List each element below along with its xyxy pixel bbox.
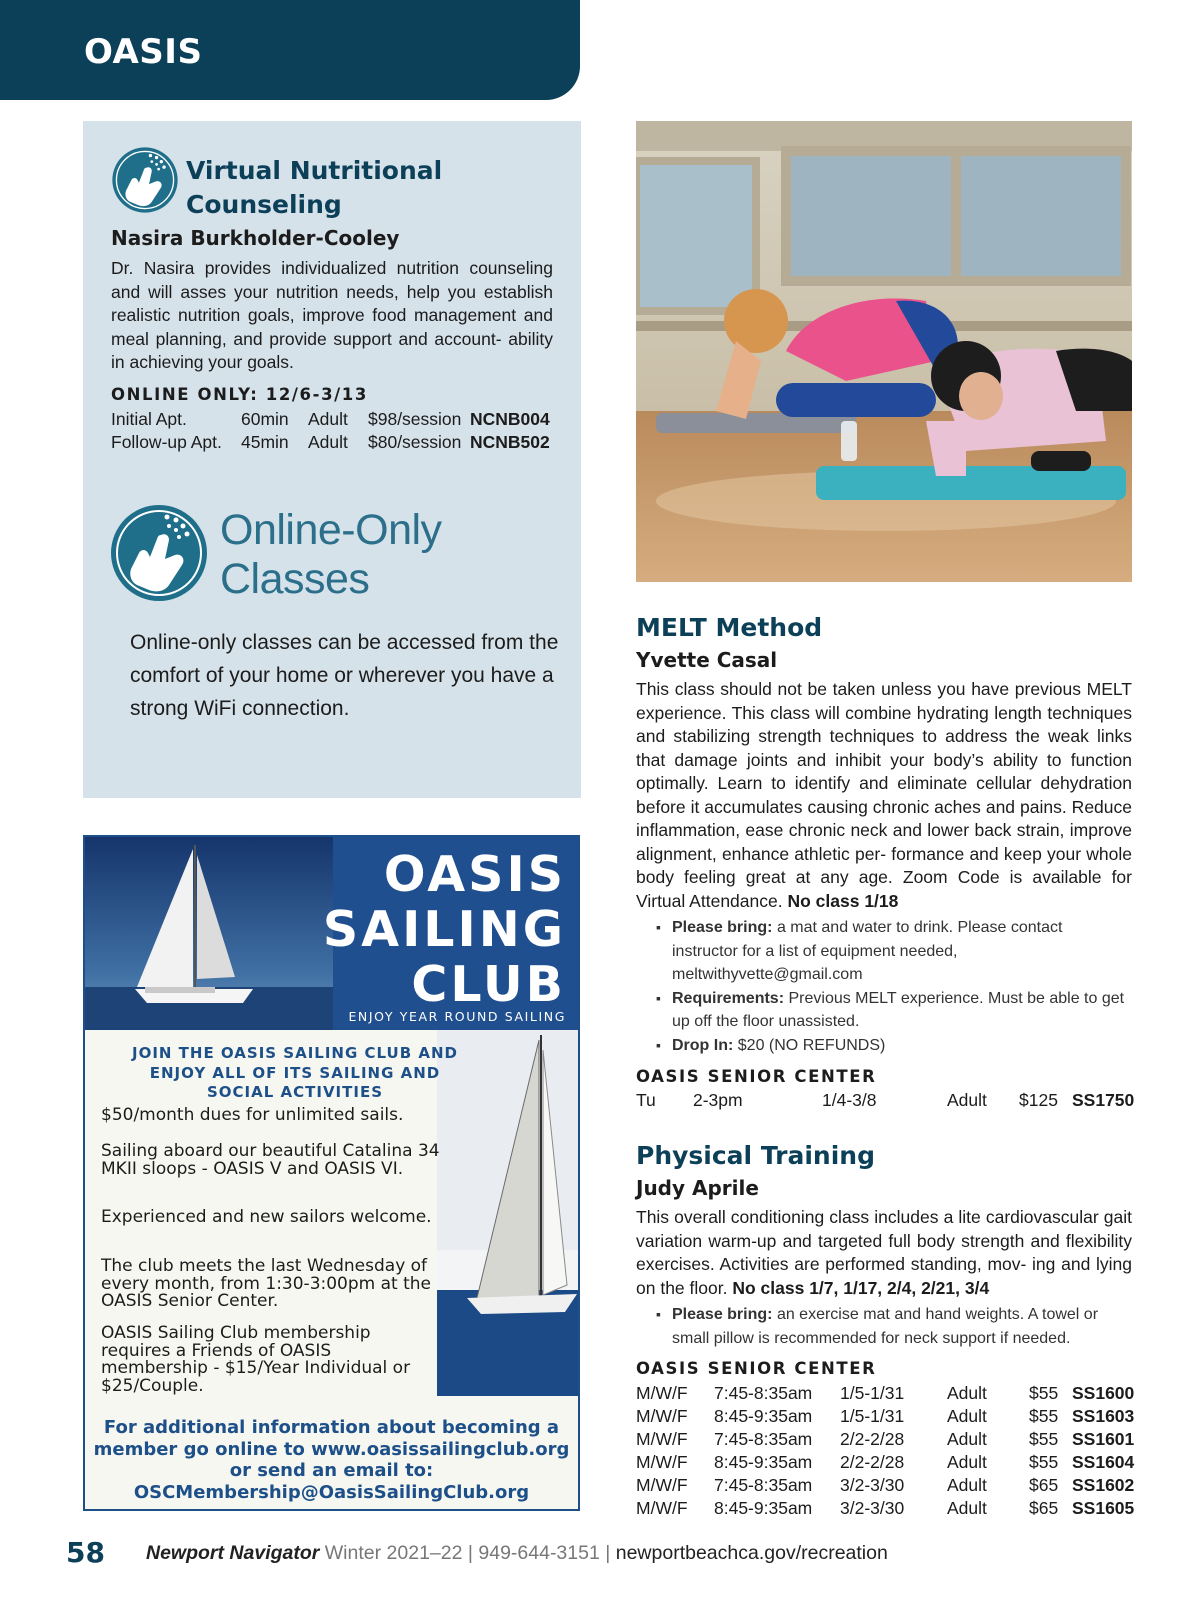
touch-hand-icon-large <box>109 503 209 603</box>
age-group: Adult <box>947 1429 987 1449</box>
fee: $55 <box>1029 1383 1059 1403</box>
dates: 2/2-2/28 <box>840 1429 905 1449</box>
table-row <box>636 1452 1135 1475</box>
table-row <box>636 1498 1135 1521</box>
melt-no-class: No class 1/18 <box>787 890 899 911</box>
melt-title: MELT Method <box>636 613 823 642</box>
dates: 1/5-1/31 <box>840 1406 905 1426</box>
course-code: SS1602 <box>1072 1475 1135 1495</box>
day: M/W/F <box>636 1498 688 1518</box>
appointment-type: Initial Apt. <box>111 409 187 429</box>
time: 2-3pm <box>693 1090 743 1110</box>
time: 8:45-9:35am <box>714 1406 813 1426</box>
separator: | <box>467 1542 473 1564</box>
time: 7:45-8:35am <box>714 1429 813 1449</box>
course-code: SS1601 <box>1072 1429 1135 1449</box>
bullet-text: Previous MELT experience. Must be able to get up off the floor unassisted. <box>672 989 1125 1030</box>
dates: 3/2-3/30 <box>840 1498 905 1518</box>
fee: $125 <box>1019 1090 1058 1110</box>
sailing-join-heading: JOIN THE OASIS SAILING CLUB AND ENJOY ALL OF ITS SAILING AND SOCIAL ACTIVITIES <box>131 1044 458 1101</box>
sailing-club-title <box>323 847 566 1012</box>
table-row <box>636 1429 1135 1452</box>
melt-description <box>636 678 1132 913</box>
time: 7:45-8:35am <box>714 1383 813 1403</box>
course-code: SS1604 <box>1072 1452 1135 1472</box>
online-only-description: Online-only classes can be accessed from the comfort of your home or wherever you have a strong WiFi connection. <box>130 631 559 720</box>
fee: $65 <box>1029 1475 1059 1495</box>
online-only-title: Online-Only Classes <box>220 506 442 603</box>
bullet-text: a mat and water to drink. Please contact instructor for a list of equipment needed, meltwithyvette@gmail.com <box>672 919 1063 983</box>
section-header-tab <box>0 0 580 100</box>
age-group: Adult <box>947 1452 987 1472</box>
sailing-meetings: The club meets the last Wednesday of every month, from 1:30-3:00pm at the OASIS Senior Center. <box>101 1256 432 1311</box>
day: Tu <box>636 1090 656 1110</box>
touch-hand-icon <box>111 146 179 214</box>
page-footer <box>0 1536 1200 1576</box>
publication-name: Newport Navigator <box>146 1542 320 1564</box>
fee: $98/session <box>368 409 462 429</box>
age-group: Adult <box>947 1090 987 1110</box>
sailing-dues: $50/month dues for unlimited sails. <box>101 1105 404 1125</box>
class-photo <box>636 121 1132 582</box>
bullet-label: Drop In: <box>672 1036 734 1054</box>
bullet-text: an exercise mat and hand weights. A towel or small pillow is recommended for neck support if needed. <box>672 1306 1099 1347</box>
sailing-welcome: Experienced and new sailors welcome. <box>101 1207 432 1227</box>
age-group: Adult <box>308 409 348 429</box>
bullet-label: Requirements: <box>672 989 785 1007</box>
edition: Winter 2021–22 <box>324 1542 463 1564</box>
nutrition-title: Virtual Nutritional Counseling <box>186 156 443 219</box>
website-link[interactable]: newportbeachca.gov/recreation <box>615 1542 888 1564</box>
sailing-title-line: CLUB <box>411 956 566 1013</box>
time: 8:45-9:35am <box>714 1452 813 1472</box>
table-row <box>636 1475 1135 1498</box>
physical-title: Physical Training <box>636 1141 875 1170</box>
separator: | <box>605 1542 611 1564</box>
nutrition-description: Dr. Nasira provides individualized nutrition counseling and will asses your nutrition needs, help you establish realistic nutrition goals, improve food management and meal planning, and provide support and account- ability in achieving your goals. <box>111 258 553 372</box>
course-code: SS1750 <box>1072 1090 1135 1110</box>
table-row <box>636 1090 1135 1113</box>
footer-text <box>146 1542 888 1565</box>
bullet-label: Please bring: <box>672 1306 773 1323</box>
physical-no-class: No class 1/7, 1/17, 2/4, 2/21, 3/4 <box>732 1277 990 1298</box>
physical-description-text: This overall conditioning class includes a lite cardiovascular gait variation warm-up and targeted full body strength and flexibility exercises. Activities are performed standing, mov- ing and lying on the floor. <box>636 1207 1132 1298</box>
page-number: 58 <box>66 1536 105 1569</box>
time: 7:45-8:35am <box>714 1475 813 1495</box>
bullet-text: $20 (NO REFUNDS) <box>737 1036 886 1054</box>
sailing-title-line: SAILING <box>322 901 566 958</box>
fee: $65 <box>1029 1498 1059 1518</box>
course-code: SS1600 <box>1072 1383 1135 1403</box>
duration: 60min <box>241 409 289 429</box>
list-item <box>656 1034 1132 1058</box>
age-group: Adult <box>947 1475 987 1495</box>
section-title: OASIS <box>84 32 203 72</box>
physical-instructor: Judy Aprile <box>636 1176 759 1200</box>
day: M/W/F <box>636 1429 688 1449</box>
melt-description-text: This class should not be taken unless you have previous MELT experience. This class will combine hydrating length techniques and stabilizing strength techniques to address the weak links that damage joints and inhibit your body’s ability to function optimally. Learn to identify and eliminate cellular dehydration before it accumulates causing chronic aches and pains. Reduce inflammation, ease chronic neck and lower back strain, improve alignment, enhance athletic per- formance and keep your whole body feeling great at any age. Zoom Code is available for Virtual Attendance. <box>636 679 1132 911</box>
dates: 1/5-1/31 <box>840 1383 905 1403</box>
appointment-type: Follow-up Apt. <box>111 432 222 452</box>
sailing-club-ad <box>83 835 580 1511</box>
physical-location: OASIS SENIOR CENTER <box>636 1359 877 1378</box>
dates: 3/2-3/30 <box>840 1475 905 1495</box>
physical-description <box>636 1206 1132 1300</box>
course-code: SS1603 <box>1072 1406 1135 1426</box>
list-item <box>656 916 1132 987</box>
course-code: NCNB004 <box>470 409 550 429</box>
sailing-boats: Sailing aboard our beautiful Catalina 34 MKII sloops - OASIS V and OASIS VI. <box>101 1141 440 1179</box>
bullet-label: Please bring: <box>672 919 773 936</box>
table-row <box>636 1406 1135 1429</box>
fee: $80/session <box>368 432 462 452</box>
fee: $55 <box>1029 1406 1059 1426</box>
fee: $55 <box>1029 1452 1059 1472</box>
fee: $55 <box>1029 1429 1059 1449</box>
sailing-title-line: OASIS <box>383 846 566 903</box>
course-code: SS1605 <box>1072 1498 1135 1518</box>
age-group: Adult <box>947 1498 987 1518</box>
table-row <box>636 1383 1135 1406</box>
duration: 45min <box>241 432 289 452</box>
melt-instructor: Yvette Casal <box>636 648 778 672</box>
melt-bullets <box>656 916 1132 1057</box>
day: M/W/F <box>636 1406 688 1426</box>
sailing-membership: OASIS Sailing Club membership requires a Friends of OASIS membership - $15/Year Individual or $25/Couple. <box>101 1323 411 1396</box>
day: M/W/F <box>636 1383 688 1403</box>
day: M/W/F <box>636 1475 688 1495</box>
day: M/W/F <box>636 1452 688 1472</box>
dates: 1/4-3/8 <box>822 1090 877 1110</box>
age-group: Adult <box>308 432 348 452</box>
course-code: NCNB502 <box>470 432 550 452</box>
list-item <box>656 987 1132 1034</box>
nutrition-instructor: Nasira Burkholder-Cooley <box>111 226 400 250</box>
sailing-contact-info: For additional information about becoming a member go online to www.oasissailingclub.org or send an email to: OSCMembership@OasisSailingClub.org <box>93 1417 570 1503</box>
list-item <box>656 1303 1132 1350</box>
time: 8:45-9:35am <box>714 1498 813 1518</box>
age-group: Adult <box>947 1406 987 1426</box>
melt-location: OASIS SENIOR CENTER <box>636 1067 877 1086</box>
nutrition-schedule-heading: ONLINE ONLY: 12/6-3/13 <box>111 385 368 404</box>
phone-number: 949-644-3151 <box>478 1542 600 1564</box>
physical-bullets <box>656 1303 1132 1350</box>
age-group: Adult <box>947 1383 987 1403</box>
sailing-tagline: ENJOY YEAR ROUND SAILING <box>348 1009 566 1024</box>
dates: 2/2-2/28 <box>840 1452 905 1472</box>
